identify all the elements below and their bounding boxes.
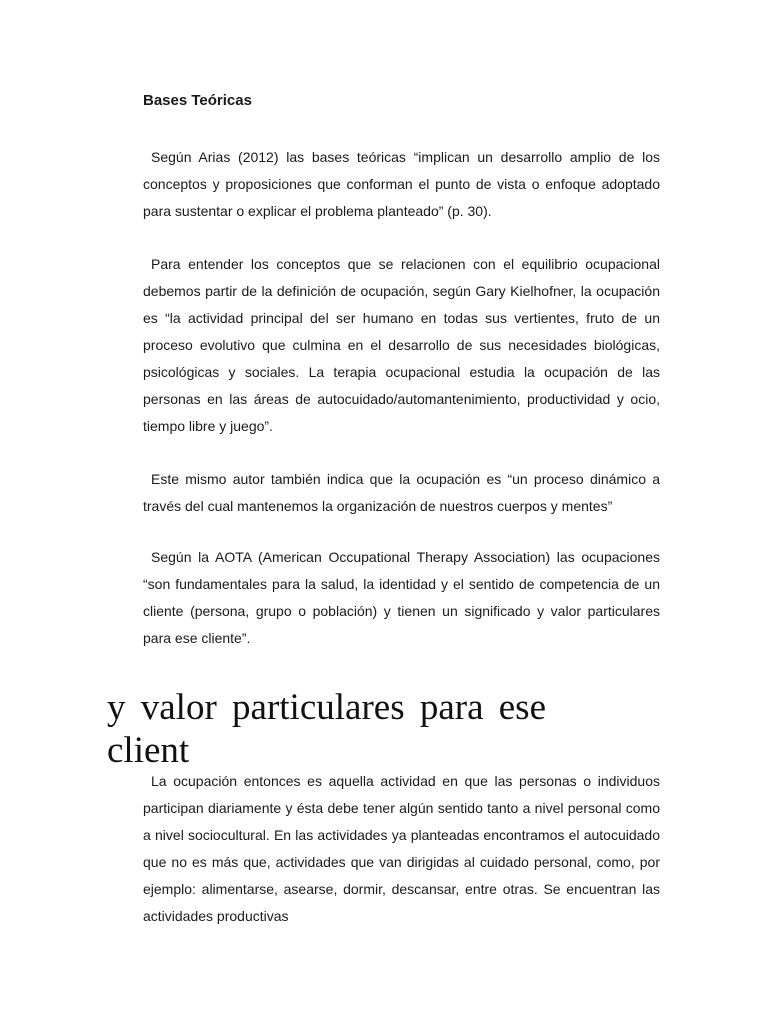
paragraph-aota: Según la AOTA (American Occupational Therapy Association) las ocupaciones “son fundamentales para la salud, la identidad y el sentido de competencia de un cliente (persona, grupo o población) y tienen un significado y valor particulares para ese cliente”. bbox=[143, 549, 660, 646]
section-heading: Bases Teóricas bbox=[143, 92, 252, 109]
paragraph-arias: Según Arias (2012) las bases teóricas “implican un desarrollo amplio de los conceptos y proposiciones que conforman el punto de vista o enfoque adoptado para sustentar o explicar el problema planteado” (p. 30). bbox=[143, 149, 660, 219]
paragraph-ocupacion: La ocupación entonces es aquella actividad en que las personas o individuos participan diariamente y ésta debe tener algún sentido tanto a nivel personal como a nivel sociocultural. En las actividades ya planteadas encontramos el autocuidado que no es más que, actividades que van dirigidas al cuidado personal, como, por ejemplo: alimentarse, asearse, dormir, descansar, entre otras. Se encuentran las actividades productivas bbox=[143, 773, 660, 924]
enlarged-text-excerpt: y valor particulares para ese client bbox=[107, 687, 547, 771]
paragraph-proceso-dinamico: Este mismo autor también indica que la ocupación es “un proceso dinámico a través del cual mantenemos la organización de nuestros cuerpos y mentes” bbox=[143, 471, 660, 514]
paragraph-kielhofner: Para entender los conceptos que se relacionen con el equilibrio ocupacional debemos partir de la definición de ocupación, según Gary Kielhofner, la ocupación es “la actividad principal del ser humano en todas sus vertientes, fruto de un proceso evolutivo que culmina en el desarrollo de sus necesidades biológicas, psicológicas y sociales. La terapia ocupacional estudia la ocupación de las personas en las áreas de autocuidado/automantenimiento, productividad y ocio, tiempo libre y juego”. bbox=[143, 256, 660, 434]
